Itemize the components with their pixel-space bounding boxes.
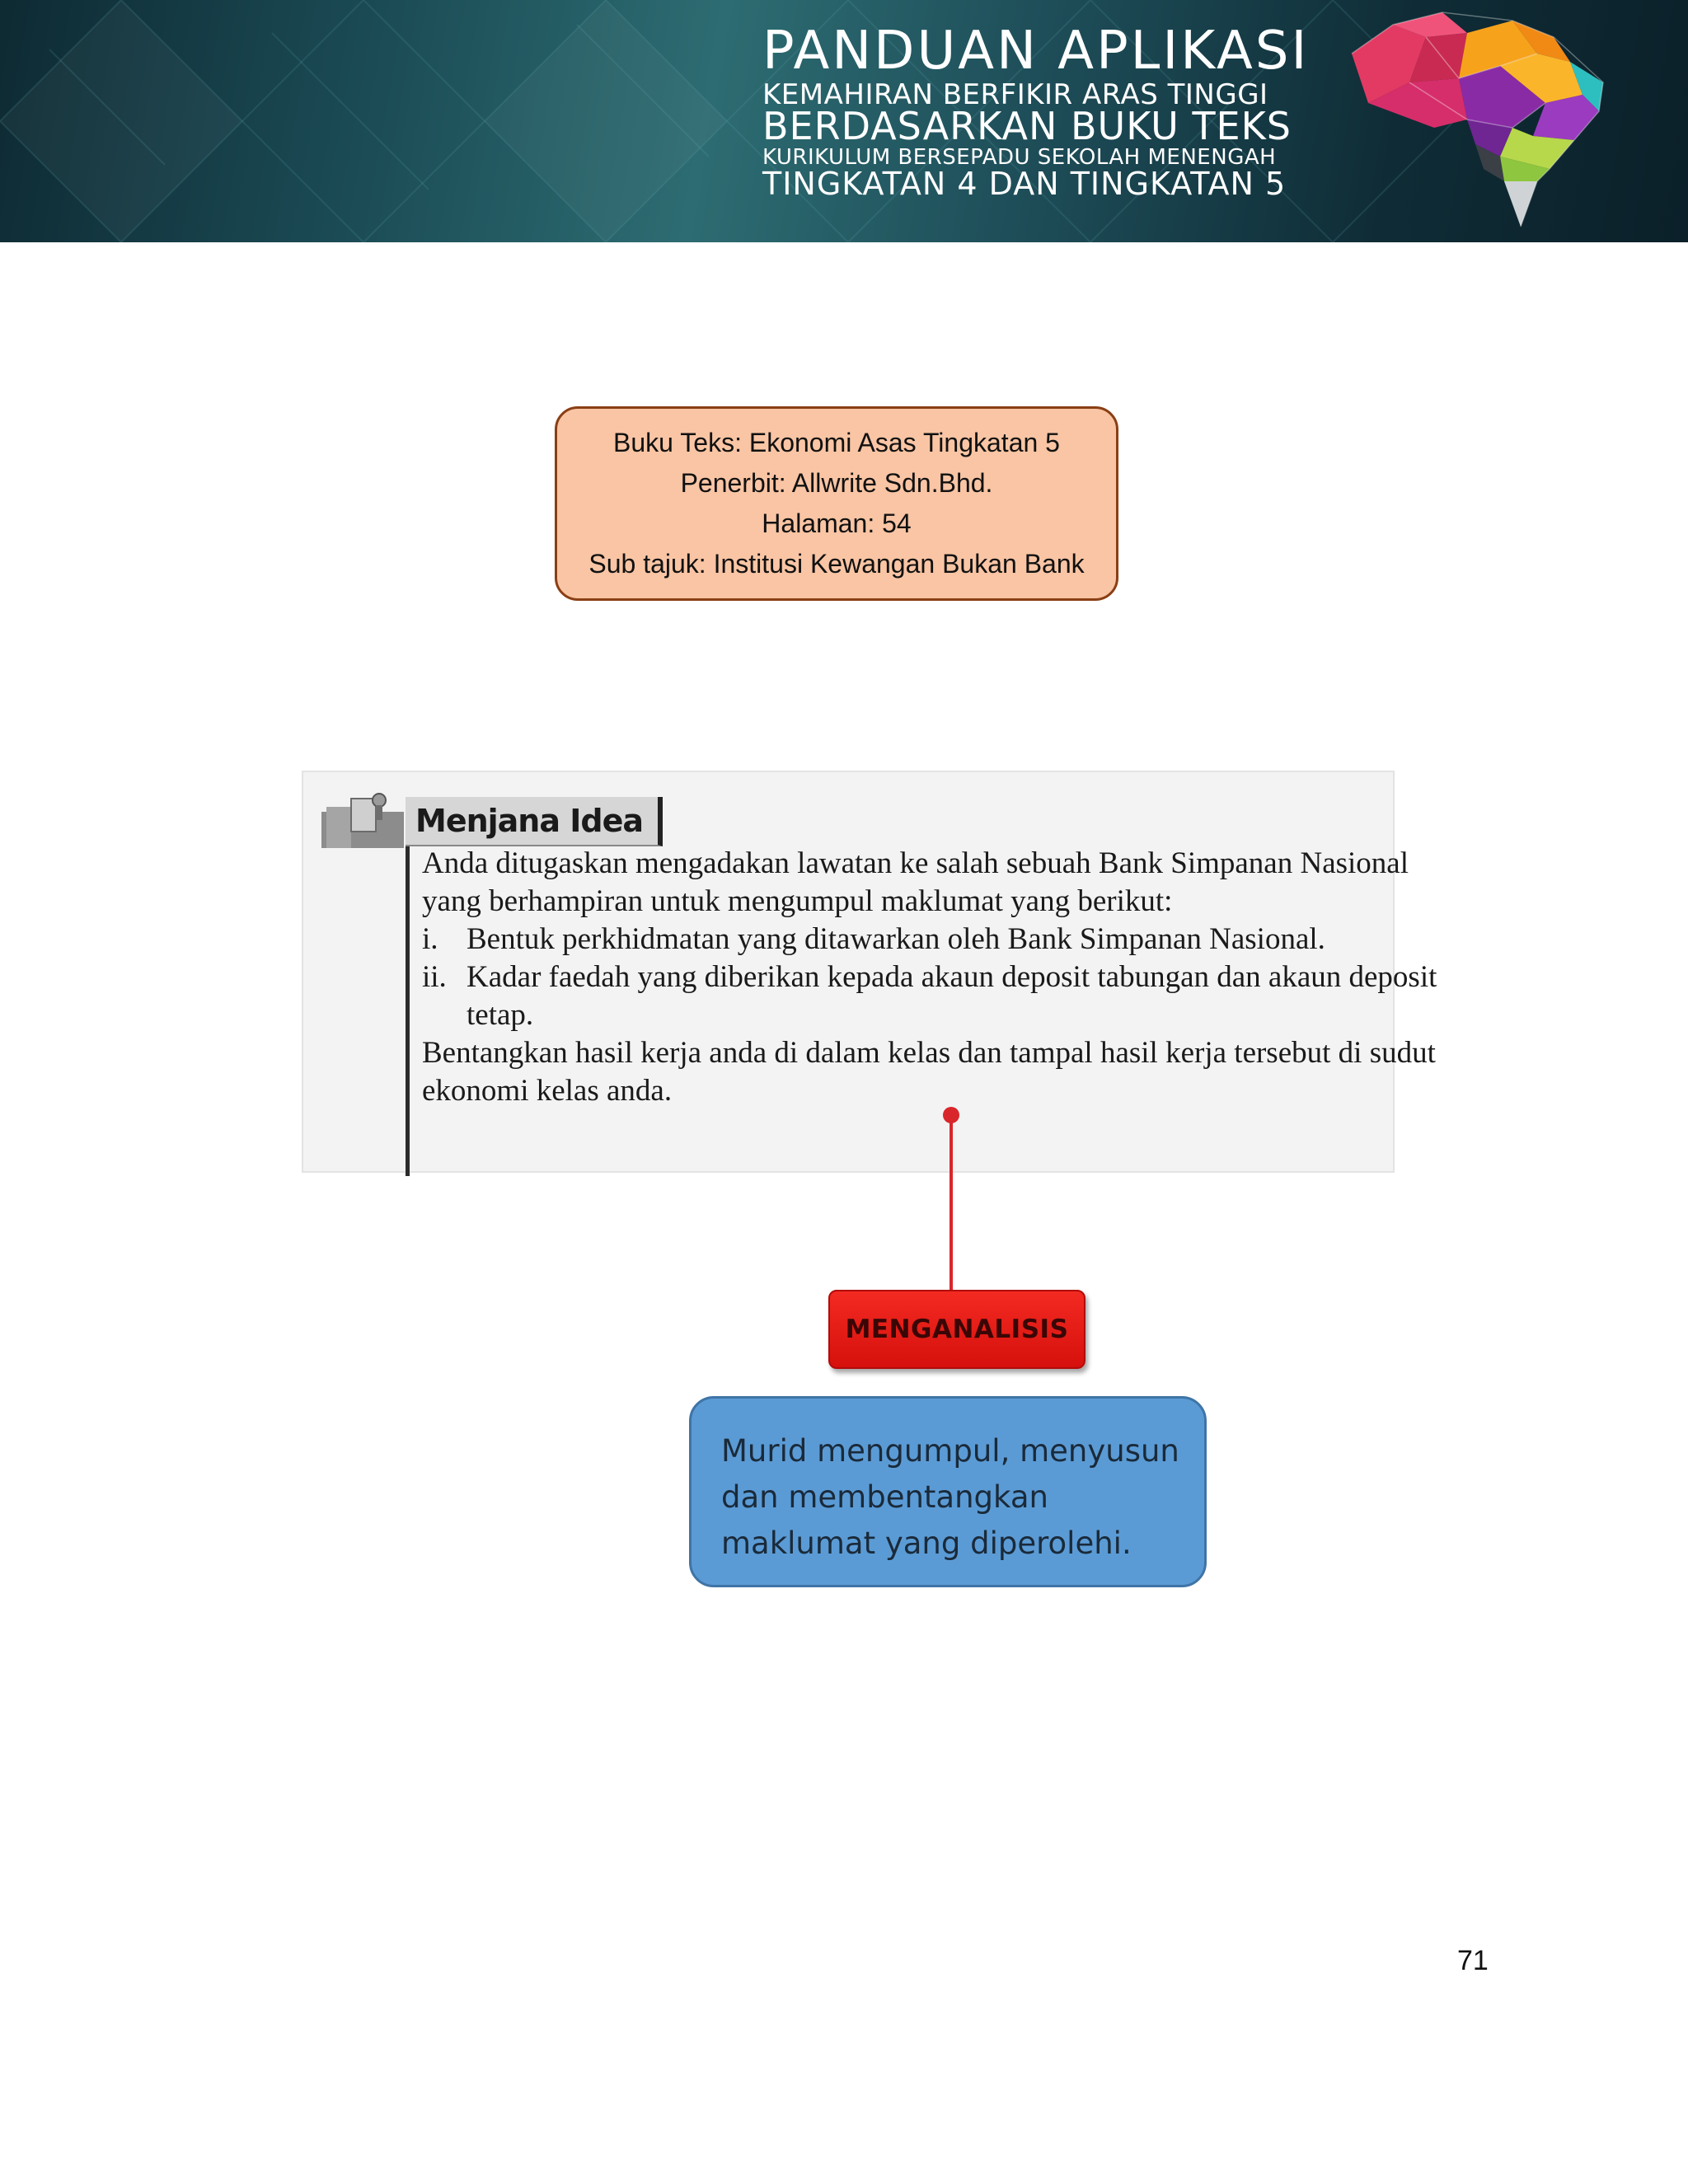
publisher: Penerbit: Allwrite Sdn.Bhd. [680,468,993,498]
page-reference: Halaman: 54 [762,509,912,538]
excerpt-left-rule [406,823,410,1176]
textbook-title: Buku Teks: Ekonomi Asas Tingkatan 5 [613,428,1060,457]
subtopic: Sub tajuk: Institusi Kewangan Bukan Bank [588,549,1085,579]
banner-title-line4: KURIKULUM BERSEPADU SEKOLAH MENENGAH [762,145,1277,170]
list-item-number: ii. [422,960,447,994]
connector-dot [943,1107,959,1123]
intro-line-1: Anda ditugaskan mengadakan lawatan ke salah sebuah Bank Simpanan Nasional [422,846,1409,880]
list-item-number: i. [422,922,438,956]
banner-title-line1: PANDUAN APLIKASI [762,21,1310,82]
list-item-continuation: tetap. [467,998,534,1032]
outro-line-1: Bentangkan hasil kerja anda di dalam kelas dan tampal hasil kerja tersebut di sudut [422,1036,1436,1070]
list-item [422,921,1378,958]
banner-title-line2: KEMAHIRAN BERFIKIR ARAS TINGGI [762,78,1268,111]
banner-title [762,21,1310,202]
outro-line-2: ekonomi kelas anda. [422,1074,673,1108]
connector-line [950,1114,953,1291]
list-item [422,958,1437,1034]
textbook-excerpt [302,771,1437,1173]
textbook-info-box [555,406,1118,601]
list-item-text: Kadar faedah yang diberikan kepada akaun deposit tabungan dan akaun deposit [467,960,1437,994]
banner-title-line3: BERDASARKAN BUKU TEKS [762,104,1292,148]
list-item-text: Bentuk perkhidmatan yang ditawarkan oleh Bank Simpanan Nasional. [467,922,1325,956]
idea-book-icon [318,787,409,853]
excerpt-heading: Menjana Idea [406,797,663,846]
page-number: 71 [1457,1945,1489,1976]
description-line-3: maklumat yang diperolehi. [721,1526,1132,1561]
banner-title-line5: TINGKATAN 4 DAN TINGKATAN 5 [762,166,1287,202]
description-line-2: dan membentangkan [721,1479,1048,1515]
excerpt-body [422,845,1437,1110]
intro-line-2: yang berhampiran untuk mengumpul maklumat yang berikut: [422,884,1173,918]
skill-label: MENGANALISIS [828,1290,1085,1369]
polygon-brain-icon [1335,4,1615,235]
description-box [689,1396,1207,1587]
header-banner [0,0,1688,242]
description-line-1: Murid mengumpul, menyusun [721,1433,1179,1469]
